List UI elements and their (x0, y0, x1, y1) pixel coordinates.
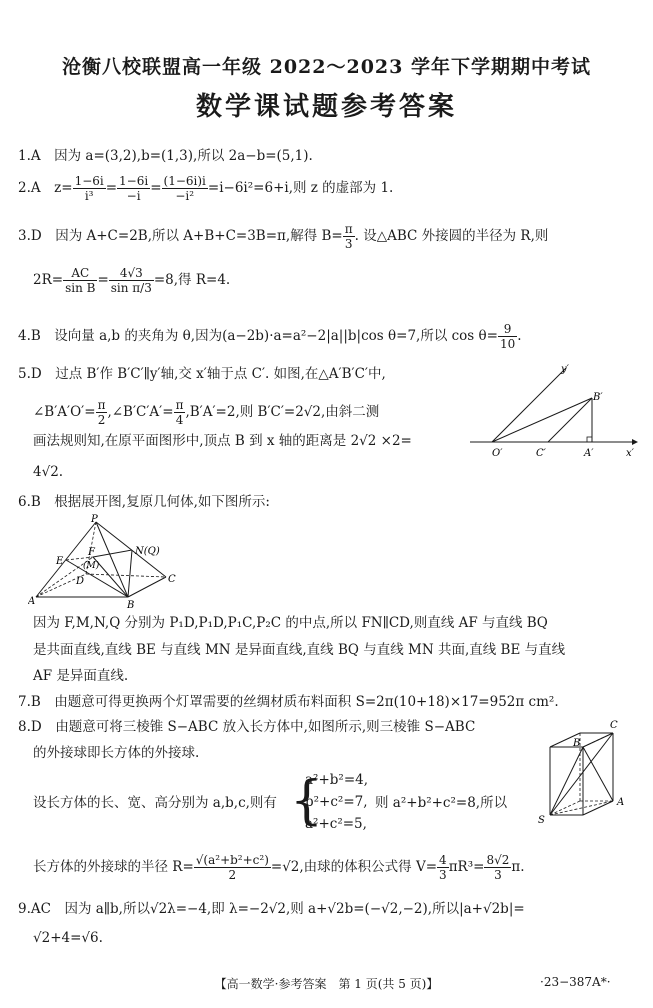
cuboid-figure (535, 715, 645, 830)
edge-p-a (36, 522, 96, 597)
edge-d-c (86, 574, 166, 577)
edge-hidden-left (550, 801, 580, 815)
equation-3: a²+c²=5, (305, 816, 367, 832)
answer-8-line-3a: 设长方体的长、宽、高分别为 a,b,c,则有 (33, 795, 277, 811)
answer-5-line-4: 4√2. (33, 464, 64, 480)
label-a: A (28, 596, 36, 607)
answer-3-line-2: 2R= $\frac{AC}{\text{sin B}}$ = $\frac{4√3}{\text{sin π/3}}$ =8,得 R=4. (33, 266, 231, 295)
edge-b-c (128, 577, 166, 597)
answer-5-line-3: 画法规则知,在原平面图形中,顶点 B 到 x 轴的距离是 2√2 ×2= (33, 433, 412, 449)
edge-f-n (93, 550, 132, 557)
footer-page-info: 【高一数学·参考答案 第 1 页(共 5 页)】 (214, 977, 439, 991)
answer-6-line-3: 是共面直线,直线 BE 与直线 MN 是异面直线,直线 BQ 与直线 MN 共面,直线 BE 与直线 (33, 642, 566, 658)
page-subtitle: 数学课试题参考答案 (195, 92, 457, 122)
answer-9-line-2: √2+4=√6. (33, 930, 103, 946)
label-a: A′ (584, 448, 594, 459)
label-m: (M) (83, 561, 100, 571)
fraction: $\frac{4√3}{\text{sin π/3}}$ (110, 266, 152, 295)
label-c: C′ (536, 448, 546, 459)
answer-6-line-1: 6.B 根据展开图,复原几何体,如下图所示: (18, 494, 270, 510)
answer-5-line-1: 5.D 过点 B′作 B′C′∥y′轴,交 x′轴于点 C′. 如图,在△A′B′C′中, (18, 366, 386, 382)
label-d: D (76, 576, 85, 587)
answer-9-line-1: 9.AC 因为 a∥b,所以√2λ=−4,即 λ=−2√2,则 a+√2b=(−√2,−2),所以|a+√2b|= (18, 901, 525, 917)
label-c: C (168, 574, 176, 585)
answer-8-line-1: 8.D 由题意可将三棱锥 S−ABC 放入长方体中,如图所示,则三棱锥 S−ABC (18, 719, 476, 735)
label-o: O′ (492, 448, 503, 459)
segment-o-b (492, 398, 592, 442)
fraction: $\frac{1-6i}{-i}$ (119, 174, 149, 203)
answer-1: 1.A 因为 a=(3,2),b=(1,3),所以 2a−b=(5,1). (18, 148, 313, 164)
answer-7: 7.B 由题意可得更换两个灯罩需要的丝绸材质布料面积 S=2π(10+18)×17=952π cm². (18, 694, 559, 710)
footer-code: ·23−387A*· (540, 975, 611, 989)
label-e: E (56, 556, 64, 567)
answer-4: 4.B 设向量 a,b 的夹角为 θ,因为(a−2b)·a=a²−2|a||b|cos θ=7,所以 cos θ= $\frac{9}{10}$ . (18, 322, 522, 351)
fraction: $\frac{AC}{\text{sin B}}$ (65, 266, 96, 295)
equation-2: b²+c²=7, (305, 794, 368, 810)
answer-8-line-2: 的外接球即长方体的外接球. (33, 745, 200, 761)
x-axis-arrow (632, 439, 638, 445)
edge-b-a (583, 747, 613, 801)
label-x: x′ (626, 448, 634, 459)
answer-2-lead: 2.A z= (18, 180, 73, 196)
edge-bottom-right (583, 801, 613, 815)
fraction: $\frac{1-6i}{\text{i³}}$ (74, 174, 104, 203)
answer-5-line-2: ∠B′A′O′= $\frac{\pi}{2}$ ,∠B′C′A′= $\frac{\pi}{4}$ ,B′A′=2,则 B′C′=2√2,由斜二测 (33, 398, 380, 427)
answer-8-line-3b: 则 a²+b²+c²=8,所以 (375, 795, 508, 811)
label-s: S (538, 815, 545, 826)
page-title: 沧衡八校联盟高一年级 2022～2023 学年下学期期中考试 (62, 56, 591, 78)
label-p: P (91, 514, 98, 525)
segment-c-b (548, 398, 592, 442)
answer-3-line-1: 3.D 因为 A+C=2B,所以 A+B+C=3B=π,解得 B= $\frac{\pi}{3}$ . 设△ABC 外接圆的半径为 R,则 (18, 222, 549, 251)
fraction: $\frac{\pi}{3}$ (344, 222, 353, 251)
pyramid-figure (28, 512, 188, 612)
equation-system (305, 769, 368, 835)
answer-6-line-2: 因为 F,M,N,Q 分别为 P₁D,P₁D,P₁C,P₂C 的中点,所以 FN∥CD,则直线 AF 与直线 BQ (33, 615, 548, 631)
right-angle-mark (587, 437, 592, 442)
answer-2: 2.A z= $\frac{1-6i}{\text{i³}}$ = $\frac{1-6i}{-i}$ = $\frac{(1-6i)i}{\text{−i²}}$ =i−6i²=6+i,则 z 的虚部为 1. (18, 174, 394, 203)
edge-s-c (550, 733, 613, 815)
label-c: C (610, 720, 618, 731)
oblique-projection-figure (470, 360, 640, 465)
label-b: B′ (593, 392, 603, 403)
equation-1: a²+b²=4, (305, 772, 369, 788)
fraction: $\frac{\text{√(a²+b²+c²)}}{2}$ (195, 853, 269, 882)
label-y: y′ (561, 364, 569, 375)
fraction: $\frac{(1-6i)i}{\text{−i²}}$ (163, 174, 206, 203)
label-b: B (573, 738, 581, 749)
brace: { (290, 771, 324, 831)
fraction: $\frac{\pi}{4}$ (175, 398, 184, 427)
y-axis (492, 368, 566, 442)
label-f: F (88, 547, 95, 558)
label-b: B (127, 600, 135, 611)
answer-2-tail: =i−6i²=6+i,则 z 的虚部为 1. (207, 180, 394, 196)
edge-s-b (550, 747, 583, 815)
label-n: N(Q) (135, 546, 160, 557)
fraction: $\frac{\pi}{2}$ (97, 398, 106, 427)
fraction: $\frac{9}{10}$ (499, 322, 516, 351)
answer-6-line-4: AF 是异面直线. (33, 668, 129, 684)
fraction: $\frac{8√2}{3}$ (486, 853, 510, 882)
fraction: $\frac{4}{3}$ (439, 853, 447, 882)
edge-b-n (128, 550, 132, 597)
label-a: A (617, 797, 625, 808)
edge-p-b (96, 522, 128, 597)
answer-8-line-4: 长方体的外接球的半径 R= $\frac{\text{√(a²+b²+c²)}}{2}$ =√2,由球的体积公式得 V= $\frac{4}{3}$ πR³= $\frac{8√2}{3}$ π. (33, 853, 525, 882)
